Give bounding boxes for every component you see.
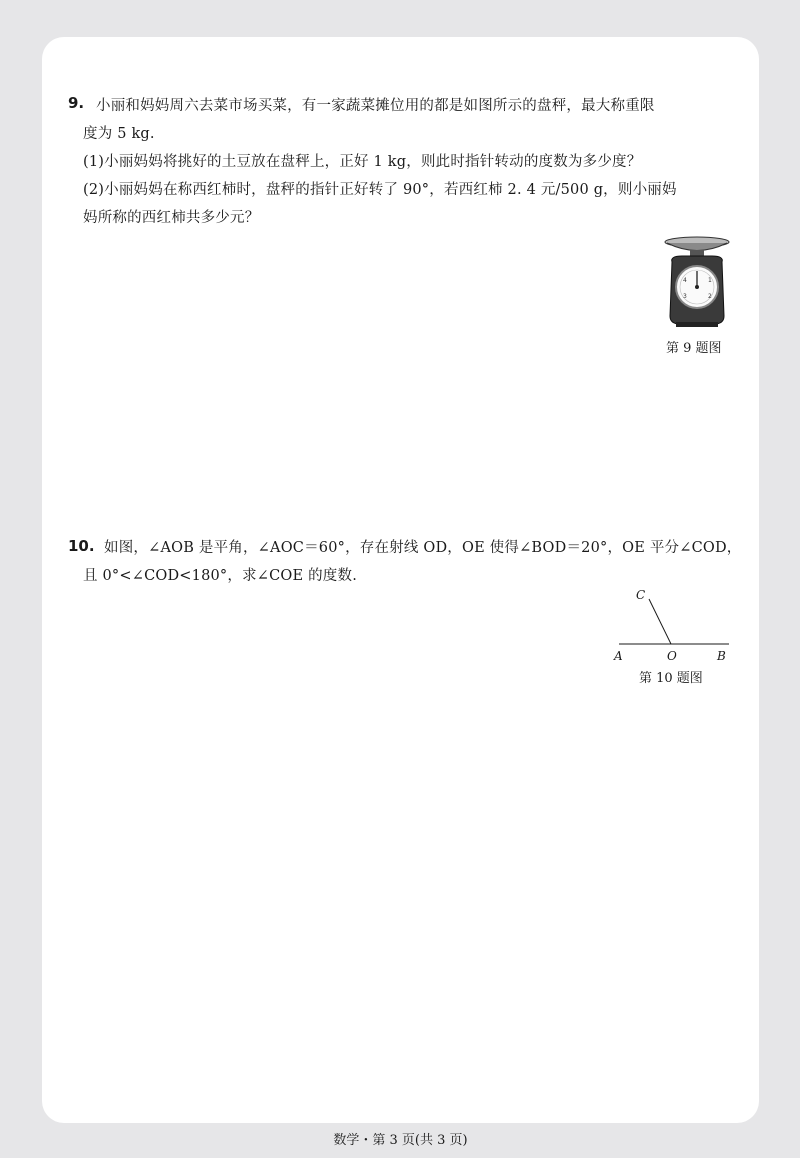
page-footer: 数学・第 3 页(共 3 页) — [333, 1133, 468, 1148]
q9-line-5: 妈所称的西红柿共多少元？ — [83, 210, 260, 226]
label-a: A — [614, 649, 623, 663]
q9-line-3: (1)小丽妈妈将挑好的土豆放在盘秤上，正好 1 kg，则此时指针转动的度数为多少度？ — [83, 154, 642, 170]
q9-line-4: (2)小丽妈妈在称西红柿时，盘秤的指针正好转了 90°，若西红柿 2. 4 元/500 g，则小丽妈 — [83, 182, 677, 198]
exam-page — [42, 37, 759, 1148]
label-o: O — [667, 649, 677, 663]
q9-line-2: 度为 5 kg. — [83, 126, 155, 142]
svg-text:3: 3 — [683, 293, 687, 300]
label-b: B — [717, 649, 726, 663]
q10-line-2: 且 0°<∠COD<180°，求∠COE 的度数. — [83, 568, 357, 584]
scale-figure — [662, 234, 732, 329]
label-c: C — [636, 588, 646, 602]
angle-figure — [607, 585, 737, 665]
ray-oc — [649, 599, 671, 644]
q10-line-1: 如图，∠AOB 是平角，∠AOC＝60°，存在射线 OD，OE 使得∠BOD＝20°，OE 平分∠COD， — [104, 540, 742, 556]
q9-number: 9. — [68, 94, 85, 112]
svg-text:2: 2 — [708, 293, 712, 300]
svg-text:4: 4 — [683, 277, 687, 284]
svg-text:1: 1 — [708, 277, 712, 284]
q10-figure-caption: 第 10 题图 — [639, 671, 703, 686]
q9-figure-caption: 第 9 题图 — [666, 341, 722, 356]
q9-line-1: 小丽和妈妈周六去菜市场买菜，有一家蔬菜摊位用的都是如图所示的盘秤，最大称重限 — [96, 98, 655, 114]
q10-number: 10. — [68, 537, 95, 555]
